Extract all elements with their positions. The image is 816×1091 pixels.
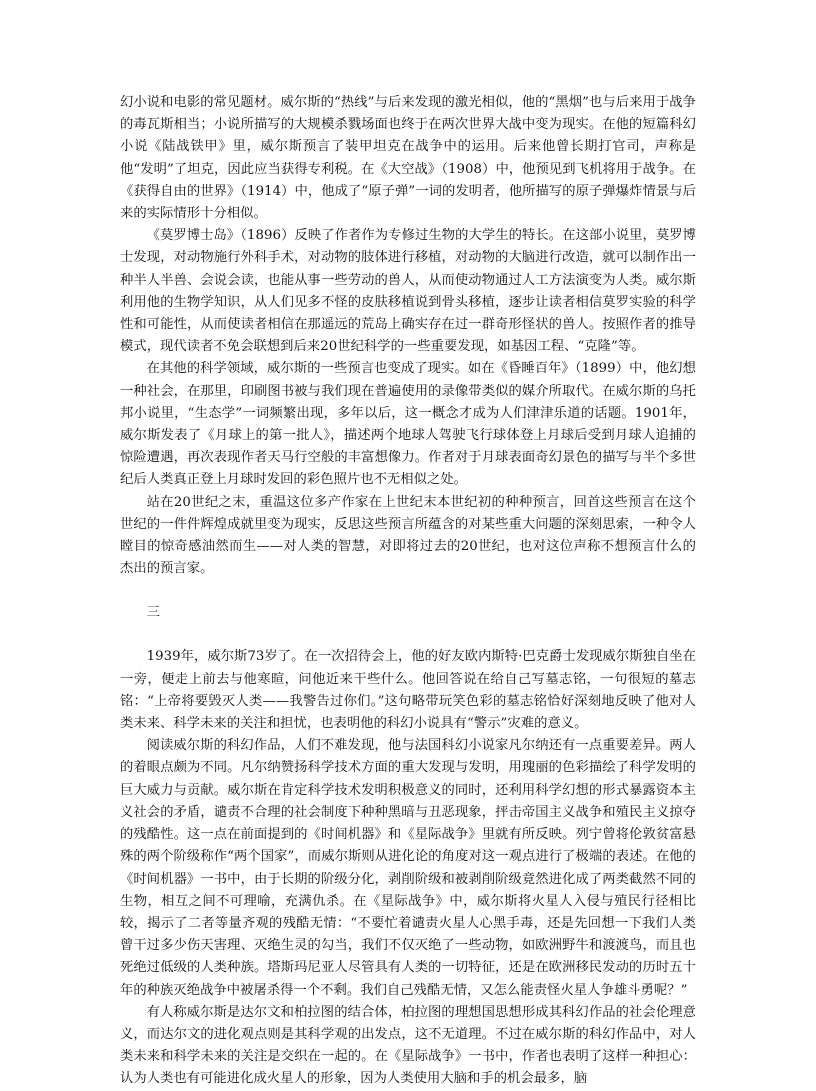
body-paragraph: 在其他的科学领域，威尔斯的一些预言也变成了现实。如在《昏睡百年》（1899）中，他幻想一种社会，在那里，印刷图书被与我们现在普遍使用的录像带类似的媒介所取代。在威尔斯的乌托邦小说里，“生态学”一词频繁出现，多年以后，这一概念才成为人们津津乐道的话题。1901年，威尔斯发表了《月球上的第一批人》，描述两个地球人驾驶飞行球体登上月球后受到月球人追捕的惊险遭遇，再次表现作者天马行空般的丰富想像力。作者对于月球表面奇幻景色的描写与半个多世纪后人类真正登上月球时发回的彩色照片也不无相似之处。 [120,361,696,488]
body-paragraph: 1939年，威尔斯73岁了。在一次招待会上，他的好友欧内斯特·巴克爵士发现威尔斯独自坐在一旁，便走上前去与他寒暄，问他近来干些什么。他回答说在给自己写墓志铭，一句很短的墓志铭：“上帝将要毁灭人类——我警告过你们。”这句略带玩笑色彩的墓志铭恰好深刻地反映了他对人类未来、科学未来的关注和担忧，也表明他的科幻小说具有“警示”灾难的意义。 [120,649,696,732]
section-heading: 三 [146,605,160,621]
body-paragraph: 有人称威尔斯是达尔文和柏拉图的结合体，柏拉图的理想国思想形成其科幻作品的社会伦理意义，而达尔文的进化观点则是其科学观的出发点，这不无道理。不过在威尔斯的科幻作品中，对人类未来和科学未来的关注是交织在一起的。在《星际战争》一书中，作者也表明了这样一种担心：认为人类也有可能进化成火星人的形象，因为人类使用大脑和手的机会最多，脑 [120,1004,696,1087]
body-paragraph: 幻小说和电影的常见题材。威尔斯的“热线”与后来发现的激光相似，他的“黑烟”也与后来用于战争的毒瓦斯相当；小说所描写的大规模杀戮场面也终于在两次世界大战中变为现实。在他的短篇科幻小说《陆战铁甲》里，威尔斯预言了装甲坦克在战争中的运用。后来他曾长期打官司，声称是他“发明”了坦克，因此应当获得专利税。在《大空战》（1908）中，他预见到飞机将用于战争。在《获得自由的世界》（1914）中，他成了“原子弹”一词的发明者，他所描写的原子弹爆炸情景与后来的实际情形十分相似。 [120,95,696,222]
body-paragraph: 站在20世纪之末，重温这位多产作家在上世纪末本世纪初的种种预言，回首这些预言在这个世纪的一件件辉煌成就里变为现实，反思这些预言所蕴含的对某些重大问题的深刻思索，一种令人瞠目的惊奇感油然而生——对人类的智慧，对即将过去的20世纪，也对这位声称不想预言什么的杰出的预言家。 [120,494,696,577]
body-paragraph: 《莫罗博士岛》（1896）反映了作者作为专修过生物的大学生的特长。在这部小说里，莫罗博士发现，对动物施行外科手术，对动物的肢体进行移植，对动物的大脑进行改造，就可以制作出一种半人半兽、会说会读，也能从事一些劳动的兽人，从而使动物通过人工方法演变为人类。威尔斯利用他的生物学知识，从人们见多不怪的皮肤移植说到骨头移植，逐步让读者相信莫罗实验的科学性和可能性，从而使读者相信在那遥远的荒岛上确实存在过一群奇形怪状的兽人。按照作者的推导模式，现代读者不免会联想到后来20世纪科学的一些重要发现，如基因工程、“克隆”等。 [120,228,696,355]
document-page [120,92,696,1091]
body-paragraph: 阅读威尔斯的科幻作品，人们不难发现，他与法国科幻小说家凡尔纳还有一点重要差异。两人的着眼点颇为不同。凡尔纳赞扬科学技术方面的重大发现与发明，用瑰丽的色彩描绘了科学发明的巨大威力与贡献。威尔斯在肯定科学技术发明积极意义的同时，还利用科学幻想的形式暴露资本主义社会的矛盾，谴责不合理的社会制度下种种黑暗与丑恶现象，抨击帝国主义战争和殖民主义掠夺的残酷性。这一点在前面提到的《时间机器》和《星际战争》里就有所反映。列宁曾将伦敦贫富悬殊的两个阶级称作“两个国家”，而威尔斯则从进化论的角度对这一观点进行了极端的表述。在他的《时间机器》一书中，由于长期的阶级分化，剥削阶级和被剥削阶级竟然进化成了两类截然不同的生物，相互之间不可理喻，充满仇杀。在《星际战争》中，威尔斯将火星人入侵与殖民行径相比较，揭示了二者等量齐观的残酷无情：“不要忙着谴责火星人心黑手毒，还是先回想一下我们人类曾干过多少伤天害理、灭绝生灵的勾当，我们不仅灭绝了一些动物，如欧洲野牛和渡渡鸟，而且也死绝过低级的人类种族。塔斯玛尼亚人尽管具有人类的一切特征，还是在欧洲移民发动的历时五十年的种族灭绝战争中被屠杀得一个不剩。我们自己残酷无情，又怎么能责怪火星人争雄斗勇呢？” [120,738,696,998]
